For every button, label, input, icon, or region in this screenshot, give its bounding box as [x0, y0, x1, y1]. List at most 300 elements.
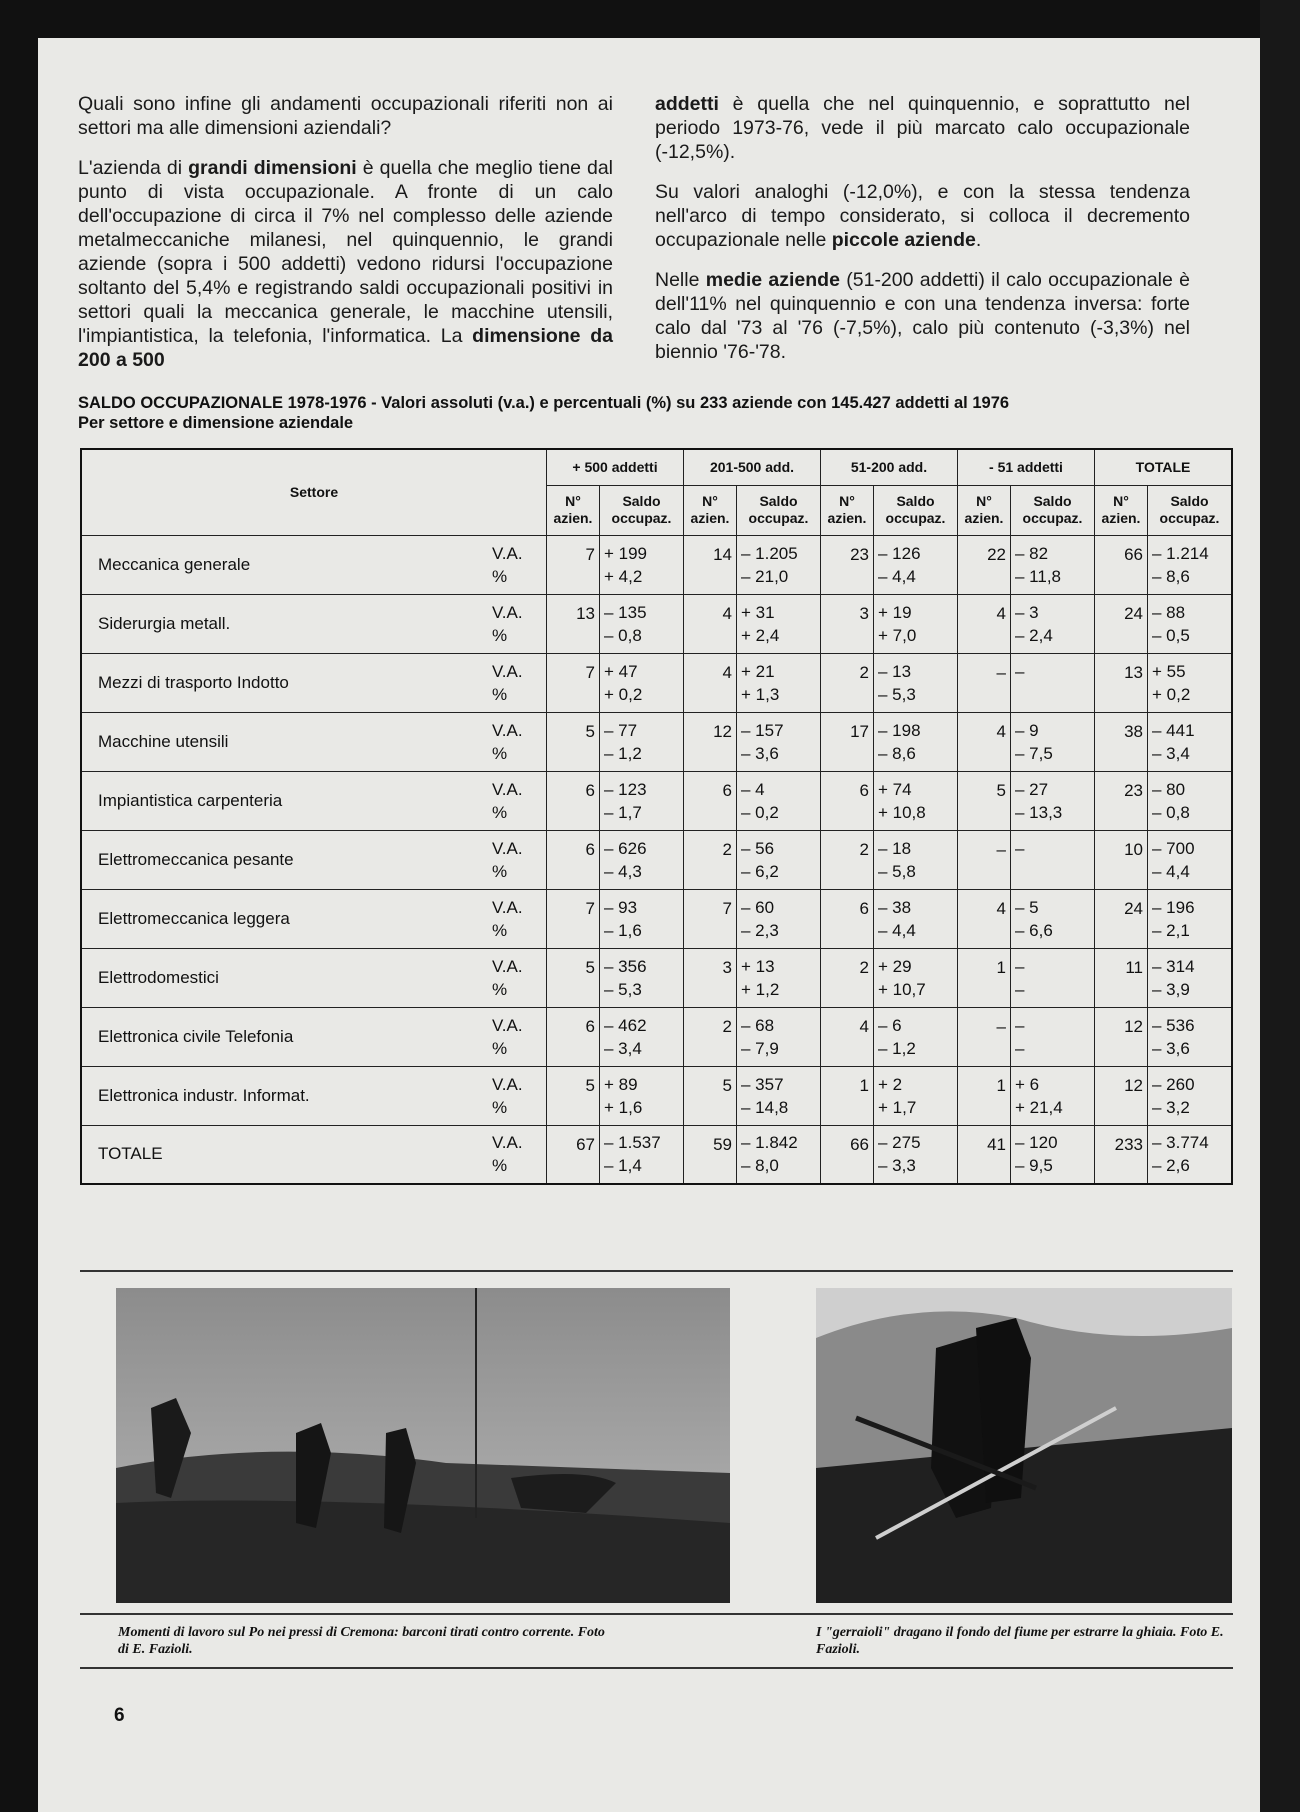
sector-name: Impiantistica carpenteria [98, 790, 283, 810]
saldo-cell [737, 594, 821, 653]
saldo-va: – 700 [1152, 838, 1195, 858]
subheader-saldo: Saldo occupaz. [600, 485, 684, 535]
saldo-pct: + 10,7 [878, 979, 926, 999]
sector-name: Elettromeccanica leggera [98, 908, 290, 928]
caption-right-photo: I "gerraioli" dragano il fondo del fiume per estrarre la ghiaia. Foto E. Fazioli. [816, 1625, 1224, 1657]
n-aziende-cell: 12 [684, 712, 737, 771]
va-label: V.A. [492, 1015, 523, 1035]
saldo-pct: – 0,2 [741, 802, 779, 822]
sector-name: Elettronica civile Telefonia [98, 1026, 294, 1046]
subheader-saldo: Saldo occupaz. [1148, 485, 1233, 535]
n-aziende-cell: 10 [1095, 830, 1148, 889]
saldo-pct: – 8,6 [878, 743, 916, 763]
n-aziende-cell: 22 [958, 535, 1011, 594]
pct-label: % [492, 743, 508, 763]
table-title [78, 393, 1228, 433]
saldo-pct: + 4,2 [604, 566, 643, 586]
n-aziende-cell: 1 [821, 1066, 874, 1125]
saldo-va: – 441 [1152, 720, 1195, 740]
saldo-cell [874, 889, 958, 948]
saldo-pct: – 6,6 [1015, 920, 1053, 940]
left-text-column [78, 92, 613, 388]
saldo-va: + 19 [878, 602, 912, 622]
table-row [81, 535, 1232, 594]
va-label: V.A. [492, 1074, 523, 1094]
va-label: V.A. [492, 543, 523, 563]
saldo-va: – 18 [878, 838, 912, 858]
divider [80, 1667, 1233, 1669]
saldo-va: – 80 [1152, 779, 1186, 799]
saldo-pct: – 2,1 [1152, 920, 1190, 940]
sector-name: Elettrodomestici [98, 967, 219, 987]
saldo-va: + 2 [878, 1074, 903, 1094]
saldo-cell [1148, 594, 1233, 653]
saldo-cell [600, 594, 684, 653]
n-aziende-cell: 3 [821, 594, 874, 653]
n-aziende-cell: 6 [821, 889, 874, 948]
saldo-cell [600, 830, 684, 889]
saldo-cell [1011, 948, 1095, 1007]
value-type-labels [488, 1125, 547, 1184]
saldo-pct: – 3,6 [1152, 1038, 1190, 1058]
n-aziende-cell: 5 [547, 712, 600, 771]
value-type-labels [488, 889, 547, 948]
saldo-cell [1148, 1066, 1233, 1125]
saldo-va: + 74 [878, 779, 912, 799]
subheader-saldo: Saldo occupaz. [737, 485, 821, 535]
saldo-va: – 275 [878, 1133, 921, 1153]
saldo-pct [1015, 860, 1090, 883]
saldo-va: – [1015, 838, 1025, 858]
saldo-pct: – 4,3 [604, 861, 642, 881]
saldo-cell [874, 1125, 958, 1184]
saldo-va: – 120 [1015, 1133, 1058, 1153]
saldo-pct: – 6,2 [741, 861, 779, 881]
saldo-va: – 1.214 [1152, 543, 1209, 563]
saldo-cell [1148, 535, 1233, 594]
employment-balance-table [80, 448, 1233, 1185]
value-type-labels [488, 948, 547, 1007]
saldo-pct: – 1,4 [604, 1156, 642, 1176]
subheader-saldo: Saldo occupaz. [1011, 485, 1095, 535]
pct-label: % [492, 861, 508, 881]
value-type-labels [488, 712, 547, 771]
saldo-va: – 68 [741, 1015, 775, 1035]
n-aziende-cell: 5 [547, 948, 600, 1007]
n-aziende-cell: 24 [1095, 889, 1148, 948]
n-aziende-cell: 66 [821, 1125, 874, 1184]
value-type-labels [488, 1007, 547, 1066]
saldo-cell [600, 712, 684, 771]
n-aziende-cell: 6 [821, 771, 874, 830]
saldo-va: + 31 [741, 602, 775, 622]
header-group: + 500 addetti [547, 449, 684, 485]
saldo-pct: – 5,3 [604, 979, 642, 999]
saldo-cell [600, 889, 684, 948]
n-aziende-cell: 2 [684, 830, 737, 889]
saldo-cell [737, 1066, 821, 1125]
paragraph: L'azienda di grandi dimensioni è quella che meglio tiene dal punto di vista occupazionale. A fronte di un calo dell'occupazione di circa il 7% nel complesso delle aziende metalmeccaniche milanesi, nel quinquennio, le grandi aziende (sopra i 500 addetti) vedono ridursi l'occupazione soltanto del 5,4% e registrando saldi occupazionali positivi in settori quali la meccanica generale, le macchine utensili, l'impiantistica, la telefonia, l'informatica. La dimensione da 200 a 500 [78, 157, 614, 371]
paragraph: addetti è quella che nel quinquennio, e soprattutto nel periodo 1973-76, vede il più marcato calo occupazionale (-12,5%). [655, 93, 1190, 163]
n-aziende-cell: 4 [958, 594, 1011, 653]
saldo-cell [1148, 948, 1233, 1007]
n-aziende-cell: – [958, 830, 1011, 889]
saldo-pct: – 14,8 [741, 1097, 789, 1117]
saldo-va: + 6 [1015, 1074, 1040, 1094]
n-aziende-cell: 5 [684, 1066, 737, 1125]
saldo-va: – 6 [878, 1015, 902, 1035]
sector-name: Mezzi di trasporto Indotto [98, 672, 289, 692]
n-aziende-cell: 5 [958, 771, 1011, 830]
n-aziende-cell: 3 [684, 948, 737, 1007]
saldo-va: – 38 [878, 897, 912, 917]
pct-label: % [492, 566, 508, 586]
saldo-va: – 1.205 [741, 543, 798, 563]
saldo-pct: – 2,3 [741, 920, 779, 940]
sector-name: Elettronica industr. Informat. [98, 1085, 310, 1105]
saldo-va: – 157 [741, 720, 784, 740]
divider [80, 1270, 1233, 1272]
saldo-cell [600, 1007, 684, 1066]
photo-barges-on-po [116, 1288, 730, 1603]
saldo-pct: – 21,0 [741, 566, 789, 586]
saldo-va: – [1015, 661, 1025, 681]
n-aziende-cell: 2 [821, 948, 874, 1007]
table-subtitle: Per settore e dimensione aziendale [78, 414, 354, 432]
header-group: 201-500 add. [684, 449, 821, 485]
saldo-cell [1011, 712, 1095, 771]
saldo-pct: – 3,3 [878, 1156, 916, 1176]
saldo-pct: – 4,4 [1152, 861, 1190, 881]
saldo-pct: – 3,9 [1152, 979, 1190, 999]
divider [80, 1613, 1233, 1615]
saldo-va: – 88 [1152, 602, 1186, 622]
saldo-cell [874, 948, 958, 1007]
n-aziende-cell: 24 [1095, 594, 1148, 653]
saldo-cell [874, 653, 958, 712]
table-row [81, 712, 1232, 771]
right-text-column [655, 92, 1190, 380]
n-aziende-cell: 5 [547, 1066, 600, 1125]
table-row [81, 771, 1232, 830]
sector-name: Elettromeccanica pesante [98, 849, 294, 869]
n-aziende-cell: 12 [1095, 1066, 1148, 1125]
saldo-pct: + 2,4 [741, 625, 780, 645]
saldo-va: – 314 [1152, 956, 1195, 976]
saldo-va: – 77 [604, 720, 638, 740]
va-label: V.A. [492, 956, 523, 976]
saldo-pct: – 2,4 [1015, 625, 1053, 645]
saldo-va: – 123 [604, 779, 647, 799]
n-aziende-cell: 66 [1095, 535, 1148, 594]
saldo-va: + 29 [878, 956, 912, 976]
n-aziende-cell: 7 [684, 889, 737, 948]
saldo-pct: – 1,6 [604, 920, 642, 940]
saldo-pct: – 0,5 [1152, 625, 1190, 645]
pct-label: % [492, 1097, 508, 1117]
saldo-va: – 536 [1152, 1015, 1195, 1035]
subheader-n-aziende: N° azien. [821, 485, 874, 535]
n-aziende-cell: 41 [958, 1125, 1011, 1184]
table-row [81, 653, 1232, 712]
n-aziende-cell: 17 [821, 712, 874, 771]
subheader-n-aziende: N° azien. [547, 485, 600, 535]
facing-page-edge [1260, 0, 1300, 1812]
saldo-va: – 3.774 [1152, 1133, 1209, 1153]
saldo-cell [600, 1066, 684, 1125]
paragraph: Su valori analoghi (-12,0%), e con la stessa tendenza nell'arco di tempo considerato, si colloca il decremento occupazionale nelle piccole aziende. [655, 181, 1190, 251]
saldo-pct: – 4,4 [878, 920, 916, 940]
paragraph: Nelle medie aziende (51-200 addetti) il calo occupazionale è dell'11% nel quinquennio e con una tendenza inversa: forte calo dal '73 al '76 (-7,5%), calo più contenuto (-3,3%) nel biennio '76-'78. [655, 269, 1191, 363]
saldo-cell [1011, 1066, 1095, 1125]
saldo-pct [1015, 683, 1090, 706]
saldo-va: + 89 [604, 1074, 638, 1094]
saldo-cell [737, 830, 821, 889]
value-type-labels [488, 653, 547, 712]
saldo-cell [737, 535, 821, 594]
saldo-cell [1148, 889, 1233, 948]
saldo-pct: + 0,2 [604, 684, 643, 704]
n-aziende-cell: 59 [684, 1125, 737, 1184]
sector-name: Meccanica generale [98, 554, 251, 574]
saldo-cell [600, 771, 684, 830]
table-row [81, 948, 1232, 1007]
value-type-labels [488, 1066, 547, 1125]
n-aziende-cell: 233 [1095, 1125, 1148, 1184]
pct-label: % [492, 684, 508, 704]
saldo-pct: – 7,5 [1015, 743, 1053, 763]
n-aziende-cell: 6 [684, 771, 737, 830]
saldo-va: + 13 [741, 956, 775, 976]
saldo-cell [874, 594, 958, 653]
saldo-pct: – 8,0 [741, 1156, 779, 1176]
saldo-cell [874, 830, 958, 889]
n-aziende-cell: 12 [1095, 1007, 1148, 1066]
n-aziende-cell: 6 [547, 830, 600, 889]
saldo-pct: – [1015, 979, 1025, 999]
saldo-cell [737, 889, 821, 948]
subheader-n-aziende: N° azien. [1095, 485, 1148, 535]
saldo-va: – 196 [1152, 897, 1195, 917]
saldo-cell [600, 653, 684, 712]
saldo-va: – 60 [741, 897, 775, 917]
n-aziende-cell: 14 [684, 535, 737, 594]
saldo-cell [1011, 889, 1095, 948]
n-aziende-cell: 4 [684, 653, 737, 712]
n-aziende-cell: 6 [547, 771, 600, 830]
va-label: V.A. [492, 602, 523, 622]
va-label: V.A. [492, 661, 523, 681]
sector-name: TOTALE [98, 1144, 163, 1164]
saldo-cell [1011, 535, 1095, 594]
table-row [81, 1125, 1232, 1184]
va-label: V.A. [492, 720, 523, 740]
saldo-va: – 93 [604, 897, 638, 917]
saldo-cell [874, 1007, 958, 1066]
n-aziende-cell: 6 [547, 1007, 600, 1066]
saldo-pct: – 0,8 [604, 625, 642, 645]
saldo-va: – 260 [1152, 1074, 1195, 1094]
saldo-cell [737, 712, 821, 771]
saldo-pct: + 7,0 [878, 625, 917, 645]
n-aziende-cell: 2 [684, 1007, 737, 1066]
saldo-cell [1148, 712, 1233, 771]
saldo-va: + 55 [1152, 661, 1186, 681]
n-aziende-cell: 4 [958, 889, 1011, 948]
n-aziende-cell: 4 [821, 1007, 874, 1066]
n-aziende-cell: 4 [684, 594, 737, 653]
value-type-labels [488, 535, 547, 594]
saldo-pct: – 3,6 [741, 743, 779, 763]
sector-name: Macchine utensili [98, 731, 229, 751]
n-aziende-cell: 13 [1095, 653, 1148, 712]
saldo-va: – 9 [1015, 720, 1039, 740]
saldo-va: – 3 [1015, 602, 1039, 622]
va-label: V.A. [492, 897, 523, 917]
header-group: TOTALE [1095, 449, 1233, 485]
saldo-pct: – 13,3 [1015, 802, 1063, 822]
pct-label: % [492, 920, 508, 940]
saldo-pct: – 9,5 [1015, 1156, 1053, 1176]
saldo-pct: – [1015, 1038, 1025, 1058]
saldo-cell [1011, 1007, 1095, 1066]
table-row [81, 1066, 1232, 1125]
saldo-cell [737, 653, 821, 712]
table-row [81, 830, 1232, 889]
va-label: V.A. [492, 779, 523, 799]
saldo-va: + 21 [741, 661, 775, 681]
n-aziende-cell: 2 [821, 830, 874, 889]
saldo-pct: – 5,3 [878, 684, 916, 704]
n-aziende-cell: 2 [821, 653, 874, 712]
saldo-pct: – 3,4 [604, 1038, 642, 1058]
saldo-cell [874, 712, 958, 771]
saldo-cell [1148, 830, 1233, 889]
saldo-va: – 462 [604, 1015, 647, 1035]
saldo-cell [1011, 830, 1095, 889]
subheader-n-aziende: N° azien. [958, 485, 1011, 535]
pct-label: % [492, 1038, 508, 1058]
table-title-line: SALDO OCCUPAZIONALE 1978-1976 - Valori assoluti (v.a.) e percentuali (%) su 233 aziende con 145.427 addetti al 1976 [78, 394, 1010, 412]
saldo-cell [1148, 653, 1233, 712]
saldo-pct: + 21,4 [1015, 1097, 1063, 1117]
saldo-cell [600, 1125, 684, 1184]
saldo-cell [737, 1125, 821, 1184]
n-aziende-cell: 13 [547, 594, 600, 653]
subheader-saldo: Saldo occupaz. [874, 485, 958, 535]
page-number: 6 [114, 1705, 125, 1726]
saldo-pct: + 1,7 [878, 1097, 917, 1117]
saldo-cell [874, 1066, 958, 1125]
header-group: 51-200 add. [821, 449, 958, 485]
saldo-pct: – 1,7 [604, 802, 642, 822]
n-aziende-cell: 67 [547, 1125, 600, 1184]
saldo-va: – 4 [741, 779, 765, 799]
paragraph: Quali sono infine gli andamenti occupazionali riferiti non ai settori ma alle dimensioni aziendali? [78, 93, 613, 139]
caption-left-photo: Momenti di lavoro sul Po nei pressi di Cremona: barconi tirati contro corrente. Foto di E. Fazioli. [118, 1625, 605, 1657]
subheader-n-aziende: N° azien. [684, 485, 737, 535]
saldo-cell [1011, 594, 1095, 653]
saldo-va: – 356 [604, 956, 647, 976]
table-row [81, 889, 1232, 948]
saldo-pct: – 0,8 [1152, 802, 1190, 822]
n-aziende-cell: 23 [821, 535, 874, 594]
saldo-va: – [1015, 1015, 1025, 1035]
value-type-labels [488, 771, 547, 830]
n-aziende-cell: 7 [547, 653, 600, 712]
pct-label: % [492, 1156, 508, 1176]
pct-label: % [492, 625, 508, 645]
saldo-va: – 626 [604, 838, 647, 858]
saldo-cell [737, 948, 821, 1007]
saldo-va: – 357 [741, 1074, 784, 1094]
saldo-pct: + 1,3 [741, 684, 780, 704]
saldo-pct: + 0,2 [1152, 684, 1191, 704]
saldo-pct: + 1,6 [604, 1097, 643, 1117]
saldo-pct: – 5,8 [878, 861, 916, 881]
table-row [81, 1007, 1232, 1066]
n-aziende-cell: 1 [958, 948, 1011, 1007]
saldo-pct: – 3,2 [1152, 1097, 1190, 1117]
header-settore: Settore [81, 449, 547, 535]
saldo-pct: – 11,8 [1015, 566, 1062, 586]
photo-gravel-dredgers [816, 1288, 1232, 1603]
saldo-va: – 5 [1015, 897, 1039, 917]
saldo-cell [1011, 771, 1095, 830]
saldo-cell [1011, 653, 1095, 712]
header-group: - 51 addetti [958, 449, 1095, 485]
n-aziende-cell: 38 [1095, 712, 1148, 771]
saldo-cell [737, 1007, 821, 1066]
n-aziende-cell: 23 [1095, 771, 1148, 830]
saldo-va: – [1015, 956, 1025, 976]
saldo-pct: – 4,4 [878, 566, 916, 586]
saldo-va: + 47 [604, 661, 638, 681]
saldo-cell [600, 948, 684, 1007]
pct-label: % [492, 802, 508, 822]
n-aziende-cell: 1 [958, 1066, 1011, 1125]
n-aziende-cell: – [958, 653, 1011, 712]
saldo-va: – 126 [878, 543, 921, 563]
saldo-cell [874, 535, 958, 594]
saldo-pct: – 8,6 [1152, 566, 1190, 586]
saldo-va: – 27 [1015, 779, 1049, 799]
sector-name: Siderurgia metall. [98, 613, 231, 633]
saldo-pct: – 1,2 [878, 1038, 916, 1058]
n-aziende-cell: 11 [1095, 948, 1148, 1007]
saldo-va: – 135 [604, 602, 647, 622]
saldo-va: + 199 [604, 543, 648, 563]
saldo-va: – 1.537 [604, 1133, 661, 1153]
saldo-cell [600, 535, 684, 594]
saldo-pct: + 1,2 [741, 979, 780, 999]
saldo-va: – 82 [1015, 543, 1049, 563]
saldo-pct: – 3,4 [1152, 743, 1190, 763]
pct-label: % [492, 979, 508, 999]
saldo-va: – 56 [741, 838, 775, 858]
table-row [81, 594, 1232, 653]
n-aziende-cell: – [958, 1007, 1011, 1066]
saldo-cell [874, 771, 958, 830]
saldo-pct: – 1,2 [604, 743, 642, 763]
saldo-va: – 13 [878, 661, 912, 681]
n-aziende-cell: 4 [958, 712, 1011, 771]
saldo-cell [1148, 1007, 1233, 1066]
saldo-pct: – 2,6 [1152, 1156, 1190, 1176]
va-label: V.A. [492, 838, 523, 858]
saldo-cell [1148, 771, 1233, 830]
n-aziende-cell: 7 [547, 535, 600, 594]
